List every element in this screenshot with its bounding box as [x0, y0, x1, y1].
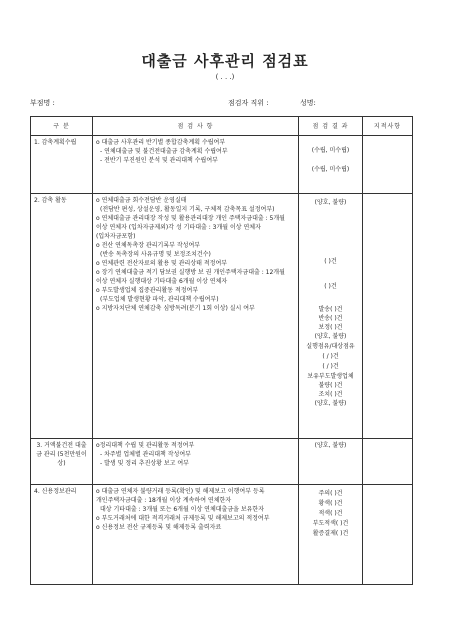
result-value: (양호, 불량): [314, 199, 347, 206]
section-row-1: [31, 136, 413, 194]
section-category: 1. 감축계획수립: [31, 136, 93, 194]
check-item: o 연체관련 전산자료의 활용 및 관리상태 적정여부: [96, 260, 228, 267]
section-results: [299, 485, 363, 585]
check-item: o 장기 연체대출금 적기 담보권 실행방 보 권 개인주택자금대출 : 12개월 이상 연체자 실행대상 기타대출 6개월 이상 연체자: [96, 269, 285, 285]
section-row-4: [31, 485, 413, 585]
check-item: - 연체대출금 및 불건전대출금 감축계획 수립여부: [100, 148, 228, 155]
result-value: ( / )건: [322, 353, 339, 360]
findings-cell: [363, 439, 413, 485]
section-items: [93, 439, 299, 485]
check-item: o 대출금 사후관리 반기별 종합감축계획 수립여부: [96, 139, 226, 146]
result-value: 반송( )건: [318, 315, 343, 322]
result-value: 부도적색( )건: [312, 520, 349, 527]
check-item: o 연체대출금 관리대장 작성 및 활용관리대장 개인 주택자금대출 : 5개월 이상 연체자 (입차자금제외)각 성 기타대출 : 3개월 이상 연체자 (입차자금포함): [96, 215, 285, 240]
result-value: (양호, 불량): [314, 400, 347, 407]
check-item: 대상 기타대출 : 3개월 또는 6개월 이상 연체대출금을 보유한자: [100, 506, 265, 513]
check-item: - 전반기 부진원인 분석 및 관리대책 수립여부: [100, 157, 218, 164]
findings-cell: [363, 194, 413, 439]
inspector-label: 점검자 직위 :: [228, 99, 269, 107]
result-value: 보유부도발생업체: [307, 373, 354, 380]
result-value: (수립, 미수립): [311, 166, 350, 173]
result-value: ( )건: [324, 283, 337, 290]
check-item: - 차주별 업체별 관리대책 작성여부: [100, 451, 191, 458]
section-items: [93, 485, 299, 585]
result-value: 황색( )건: [318, 500, 343, 507]
check-item: o 전산 연체독촉장 관리기록부 작성여부: [96, 242, 201, 249]
section-category: 2. 감축 활동: [31, 194, 93, 439]
section-results: [299, 439, 363, 485]
findings-cell: [363, 485, 413, 585]
result-value: 활증결제( )건: [312, 530, 349, 537]
date-line: ( . . .): [215, 73, 235, 81]
result-value: 불량( )건: [318, 382, 343, 389]
name-label: 성명:: [300, 99, 316, 107]
check-item: (부도업체 발생현황 파악, 관리대책 수립여부): [100, 296, 219, 303]
section-category: 4. 신용정보관리: [31, 485, 93, 585]
result-value: 적색( )건: [318, 510, 343, 517]
check-item: (전담반 편성, 상설운영, 활동일지 기록, 구체적 감축목표 설정여부): [100, 206, 275, 213]
findings-cell: [363, 136, 413, 194]
check-item: (반송 독촉장의 사유규명 및 보정조치건수): [100, 251, 211, 258]
section-items: [93, 194, 299, 439]
col-findings: 지적사항: [363, 117, 413, 136]
result-value: (양호, 불량): [314, 442, 347, 449]
result-value: 보정( )건: [318, 324, 343, 331]
col-category: 구 분: [31, 117, 93, 136]
result-value: 발송( )건: [318, 306, 343, 313]
section-results: [299, 194, 363, 439]
checklist-table: [30, 116, 413, 585]
check-item: o 신용정보 전산 규제등록 및 해제등록 출력자료: [96, 524, 222, 531]
col-results: 점 검 결 과: [299, 117, 363, 136]
section-results: [299, 136, 363, 194]
check-item: - 발생 및 정리 추진상황 보고 여부: [100, 460, 189, 467]
check-item: o정리대책 수립 및 관리활동 적정여부: [96, 442, 195, 449]
section-row-2: [31, 194, 413, 439]
page-title: 대출금 사후관리 점검표: [141, 52, 309, 70]
section-category: 3. 거액불건전 대출금 관리 (5천만원이상): [31, 439, 93, 485]
result-value: 실행점유/대상점유: [306, 343, 355, 350]
section-row-3: [31, 439, 413, 485]
result-value: ( / )건: [322, 363, 339, 370]
result-value: 주의( )건: [318, 490, 343, 497]
result-value: ( )건: [324, 258, 337, 265]
result-value: (양호, 불량): [314, 333, 347, 340]
table-header-row: [31, 117, 413, 136]
check-item: o 대출금 연체자 불량거래 등록(확인) 및 해제보고 이행여부 등록 개인주택자금대출 : 18개월 이상 계속하여 연체한자: [96, 488, 265, 504]
check-item: o 부도발생업체 집중관리활동 적정여부: [96, 287, 199, 294]
result-value: 조치( )건: [318, 391, 343, 398]
result-value: (수립, 미수립): [311, 147, 350, 154]
check-item: o 부도거래처에 대한 적격거래처 규제등록 및 해제보고의 적정여부: [96, 515, 270, 522]
check-item: o 지방자치단체 연체감축 심방독려(분기 1회 이상) 실시 여부: [96, 305, 255, 312]
check-item: o 연체대출금 회수전담반 운영실태: [96, 197, 187, 204]
col-items: 점 검 사 항: [93, 117, 299, 136]
branch-label: 부점명 :: [30, 99, 55, 107]
section-items: [93, 136, 299, 194]
